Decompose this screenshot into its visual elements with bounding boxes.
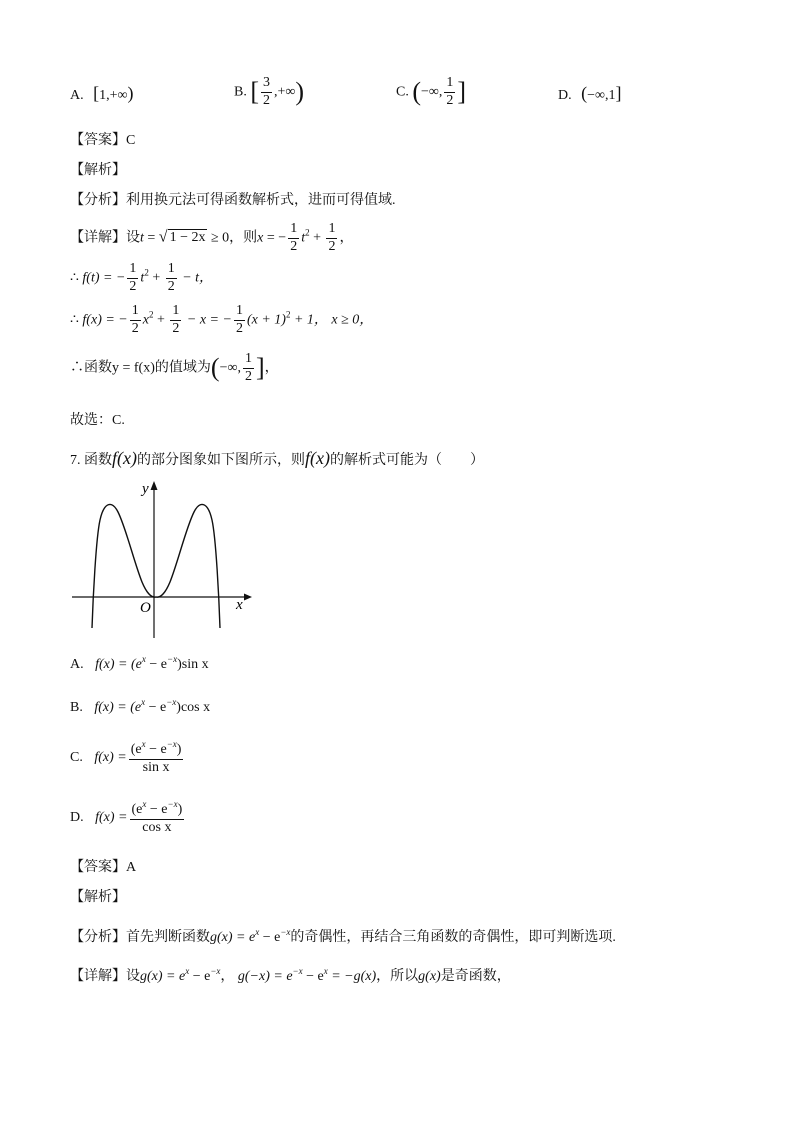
x-axis-label: x bbox=[236, 597, 243, 613]
origin-label: O bbox=[140, 600, 151, 616]
y-axis-arrow bbox=[151, 481, 158, 490]
q6-option-b: B. [ $\frac{3}{2}$ ,+∞) bbox=[234, 75, 305, 108]
x-axis-arrow bbox=[244, 594, 252, 601]
q6-answer: 【答案】C bbox=[70, 133, 136, 148]
q6-option-a: A. [1,+∞) bbox=[70, 83, 134, 103]
q7-option-d: D. f(x) = $\frac{(e^x - e^{-x})}{\text{cos x}}$ bbox=[70, 799, 183, 835]
q6-detail-line-1: 【详解】设t = √ 1 − 2x ≥ 0，则x = − $\frac{1}{2}$ $t^2$ + $\frac{1}{2}$ ， bbox=[70, 221, 354, 254]
function-curve bbox=[92, 504, 220, 628]
q7-stem: 7. 函数f(x)的部分图象如下图所示，则f(x)的解析式可能为（ ） bbox=[70, 448, 484, 468]
q7-option-a: A. $f(x) = (e^x - e^{-x})\sin$ x bbox=[70, 654, 209, 672]
q7-answer: 【答案】A bbox=[70, 860, 137, 875]
q7-detail: 【详解】设$g(x) = e^x - e^{-x}$， $g(-x) = e^{-x} - e^x = -g(x)$，所以g(x)是奇函数， bbox=[70, 966, 511, 984]
y-axis-label: y bbox=[142, 481, 149, 497]
q6-detail-line-3: ∴ f(x) = − $\frac{1}{2}$ $x^2$ + $\frac{1}{2}$ − x = − $\frac{1}{2}$ $(x + 1)^2 + 1$， x ≥ 0， bbox=[70, 303, 374, 336]
q7-analysis-title: 【解析】 bbox=[70, 890, 126, 905]
q6-detail-line-2: ∴ f(t) = − $\frac{1}{2}$ $t^2$ + $\frac{1}{2}$ − t， bbox=[70, 261, 214, 294]
q7-option-b: B. $f(x) = (e^x - e^{-x})\cos$ x bbox=[70, 697, 211, 715]
q7-option-c: C. f(x) = $\frac{(e^x - e^{-x})}{\text{sin x}}$ bbox=[70, 739, 182, 775]
q6-fenxi: 【分析】利用换元法可得函数解析式，进而可得值域. bbox=[70, 193, 396, 208]
q6-conclusion: 故选：C. bbox=[70, 413, 125, 428]
q6-analysis-title: 【解析】 bbox=[70, 163, 126, 178]
q7-fenxi: 【分析】首先判断函数$g(x) = e^x - e^{-x}$的奇偶性，再结合三角函数的奇偶性，即可判断选项. bbox=[70, 927, 616, 945]
q6-option-d: D. (−∞,1] bbox=[558, 83, 622, 103]
q6-detail-line-4: ∴函数y = f(x)的值域为(−∞, $\frac{1}{2}$ ]， bbox=[70, 351, 279, 384]
function-graph bbox=[68, 478, 258, 638]
q6-option-c: C. (−∞, $\frac{1}{2}$ ] bbox=[396, 75, 467, 108]
